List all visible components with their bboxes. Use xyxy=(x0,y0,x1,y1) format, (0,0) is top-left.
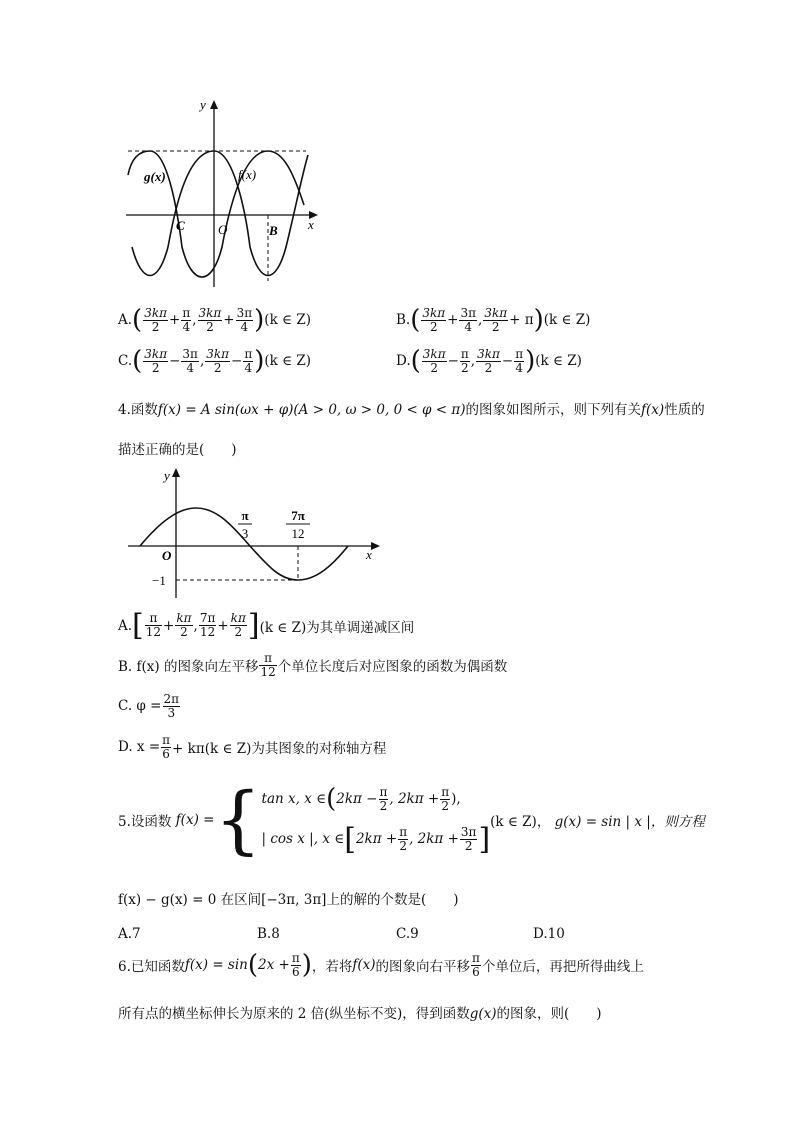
q6-line2: 所有点的横坐标伸长为原来的 2 倍(纵坐标不变)，得到函数g(x)的图象，则( ) xyxy=(118,1006,602,1022)
q3-option-a: A. ( $\frac{3k\pi}{2}$ + $\frac{\pi}{4}$ , $\frac{3k\pi}{2}$ + $\frac{3\pi}{4}$ ) (k ∈ Z) xyxy=(118,305,311,335)
graph2-x-label: x xyxy=(366,547,372,562)
q4-option-a: A. [ $\frac{\pi}{12}$ + $\frac{k\pi}{2}$ , $\frac{7\pi}{12}$ + $\frac{k\pi}{2}$ ] (k ∈ Z)为其单调递减区间 xyxy=(118,608,415,643)
tick1-num: π xyxy=(241,508,249,523)
q3-option-c: C. ( $\frac{3k\pi}{2}$ − $\frac{3\pi}{4}$ , $\frac{3k\pi}{2}$ − $\frac{\pi}{4}$ ) (k ∈ Z) xyxy=(118,346,312,376)
f-label: f(x) xyxy=(238,167,257,182)
q4-stem-line1: 4.函数f(x) = A sin(ωx + φ)(A > 0, ω > 0, 0 < φ < π)的图象如图所示，则下列有关f(x)性质的 xyxy=(118,402,705,418)
graph-q4 xyxy=(118,462,388,602)
q5-choice-a: A.7 xyxy=(118,926,141,942)
q3-option-d: D. ( $\frac{3k\pi}{2}$ − $\frac{\pi}{2}$ , $\frac{3k\pi}{2}$ − $\frac{\pi}{4}$ ) (k ∈ Z) xyxy=(396,346,582,376)
point-c-label: C xyxy=(176,218,185,233)
graph1-x-label: x xyxy=(308,217,314,232)
tick2-den: 12 xyxy=(291,526,305,541)
q5-choice-b: B.8 xyxy=(257,926,280,942)
q5-stem: 5.设函数 f(x) = { tan x, x ∈ ( 2kπ − $\frac{\pi}{2}$ , 2kπ + $\frac{\pi}{2}$ ), | cos x |, x ∈ [ 2kπ + $\frac{\pi}{2}$ , 2kπ + $\frac{3\pi}{2}$ ] (k ∈ Z)， g(x) = sin | x |，则方程 xyxy=(118,777,705,863)
graph2-origin: O xyxy=(162,548,172,563)
q4-option-c: C. φ = $\frac{2\pi}{3}$ xyxy=(118,692,180,720)
ymin-label: −1 xyxy=(152,573,166,588)
g-label: g(x) xyxy=(144,169,166,184)
point-b-label: B xyxy=(269,223,278,238)
graph1-y-label: y xyxy=(200,97,206,112)
y-axis-arrow xyxy=(210,100,218,109)
q4-option-d: D. x = $\frac{\pi}{6}$ + kπ(k ∈ Z)为其图象的对称轴方程 xyxy=(118,733,387,761)
q3-option-b: B. ( $\frac{3k\pi}{2}$ + $\frac{3\pi}{4}$ , $\frac{3k\pi}{2}$ + π ) (k ∈ Z) xyxy=(396,305,591,335)
point-o-label: O xyxy=(218,222,228,237)
tick1-den: 3 xyxy=(241,526,249,541)
y-axis-arrow xyxy=(172,468,180,477)
q6-line1: 6.已知函数 f(x) = sin ( 2x + $\frac{\pi}{6}$ ) ，若将 f(x) 的图象向右平移 $\frac{\pi}{6}$ 个单位后，再把所得曲线上 xyxy=(118,950,644,980)
x-axis-arrow xyxy=(371,542,380,550)
tick2-num: 7π xyxy=(291,508,305,523)
q5-choice-d: D.10 xyxy=(533,926,565,942)
graph-f-g xyxy=(118,95,328,295)
q5-line2: f(x) − g(x) = 0 在区间[−3π, 3π]上的解的个数是( ) xyxy=(118,892,459,908)
q4-option-b: B. f(x) 的图象向左平移 $\frac{\pi}{12}$ 个单位长度后对应图象的函数为偶函数 xyxy=(118,651,508,679)
q4-stem-line2: 描述正确的是( ) xyxy=(118,442,237,458)
graph2-y-label: y xyxy=(164,468,170,483)
q5-choice-c: C.9 xyxy=(396,926,419,942)
